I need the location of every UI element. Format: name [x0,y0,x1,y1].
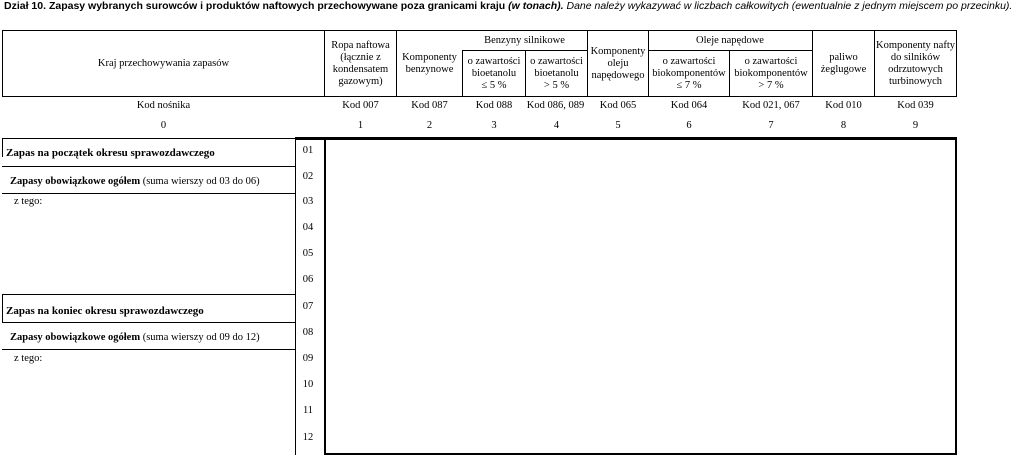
header-diesel-low-bio: o zawartości biokomponentów ≤ 7 % [652,55,726,91]
section-title [4,0,1012,12]
body-left-edge-1 [2,138,3,157]
header-country: Kraj przechowywania zapasów [97,57,230,69]
code-gasoline-high: Kod 086, 089 [526,100,585,111]
header-gasoline-low-bio: o zawartości bioetanolu ≤ 5 % [467,55,521,91]
header-motor-gasoline: Benzyny silnikowe [484,34,565,46]
header-diesel-components: Komponenty oleju napędowego [590,45,646,81]
row-number-05: 05 [302,248,314,259]
code-diesel-low: Kod 064 [670,100,708,111]
colnum-8: 8 [840,120,847,131]
colnum-5: 5 [615,120,621,131]
row-number-11: 11 [302,405,314,416]
row-end-mandatory-label: Zapasy obowiązkowe ogółem (suma wierszy od 09 do 12) [10,332,260,343]
colnum-3: 3 [491,120,497,131]
section-title-note: Dane należy wykazywać w liczbach całkowitych (ewentualnie z jednym miejscem po przecinku). [566,0,1012,12]
colnum-7: 7 [768,120,774,131]
row-end-stock-label: Zapas na koniec okresu sprawozdawczego [6,305,204,317]
row-sep-3 [2,294,296,295]
data-right-border [955,137,957,455]
row-number-06: 06 [302,274,314,285]
header-gasoline-components: Komponenty benzynowe [402,51,457,75]
row-number-08: 08 [302,327,314,338]
code-row-label: Kod nośnika [136,100,191,111]
colnum-0: 0 [160,120,167,131]
header-diesel: Oleje napędowe [696,34,764,46]
header-gasoline-high-bio: o zawartości bioetanolu > 5 % [530,55,583,91]
colnum-9: 9 [912,120,919,131]
row-start-mandatory-label: Zapasy obowiązkowe ogółem (suma wierszy od 03 do 06) [10,176,260,187]
header-bottom-border [2,96,957,97]
colnum-6: 6 [686,120,692,131]
header-crude: Ropa naftowa (łącznie z kondensatem gazowym) [331,39,390,87]
section-title-unit: (w tonach). [508,0,564,12]
row-number-07: 07 [302,301,314,312]
code-gasoline-components: Kod 087 [411,100,448,111]
row-of-which-label-1: z tego: [14,196,43,207]
row-number-10: 10 [302,379,314,390]
row-number-09: 09 [302,353,314,364]
code-gasoline-low: Kod 088 [475,100,513,111]
code-jet: Kod 039 [897,100,934,111]
row-number-01: 01 [302,145,314,156]
colnum-2: 2 [426,120,433,131]
header-jet-components: Komponenty nafty do silników odrzutowych turbinowych [875,39,956,87]
row-sep-1 [2,166,296,167]
data-entry-grid[interactable] [326,140,955,453]
colnum-4: 4 [553,120,560,131]
code-diesel-high: Kod 021, 067 [742,100,800,111]
row-number-02: 02 [302,171,314,182]
row-start-stock-label: Zapas na początek okresu sprawozdawczego [6,147,215,159]
code-diesel-components: Kod 065 [599,100,637,111]
body-left-edge-2 [2,294,3,322]
row-sep-4 [2,322,296,323]
header-marine-fuel: paliwo żeglugowe [820,51,867,75]
row-sep-2 [2,193,296,194]
code-crude: Kod 007 [342,100,379,111]
row-of-which-label-2: z tego: [14,353,43,364]
row-number-04: 04 [302,222,314,233]
header-right-border [956,30,957,97]
code-marine: Kod 010 [825,100,862,111]
row-sep-5 [2,349,296,350]
data-bottom-border [324,453,957,455]
colnum-1: 1 [357,120,364,131]
section-title-bold: Dział 10. Zapasy wybranych surowców i produktów naftowych przechowywane poza granicami kraju [4,0,506,12]
row-number-03: 03 [302,196,314,207]
header-diesel-high-bio: o zawartości biokomponentów > 7 % [734,55,808,91]
row-number-12: 12 [302,432,314,443]
